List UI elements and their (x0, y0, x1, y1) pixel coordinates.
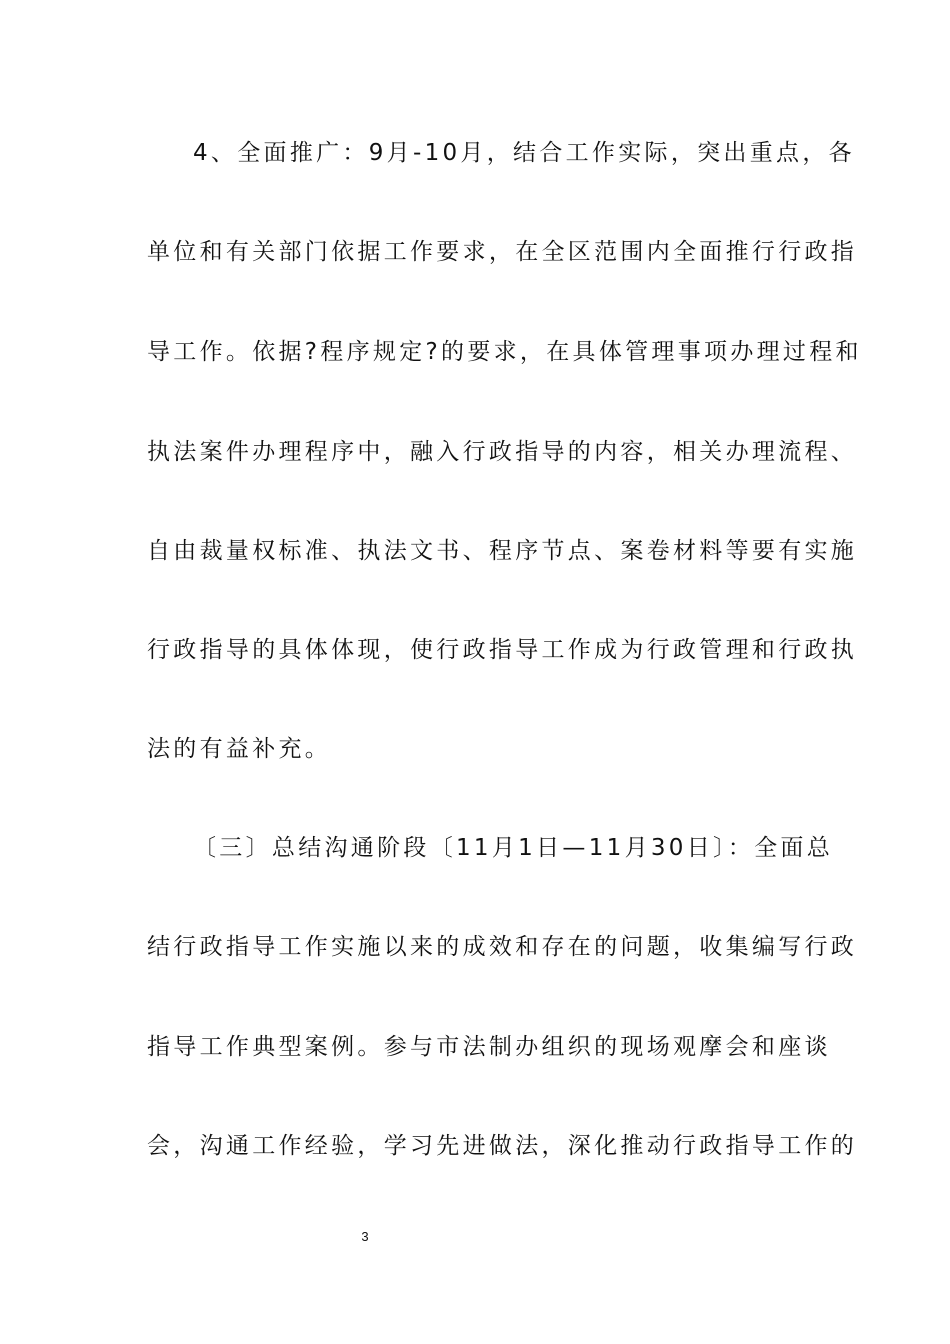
paragraph-line: 4、全面推广：9月-10月，结合工作实际，突出重点，各 (193, 140, 855, 166)
paragraph-line: 行政指导的具体体现，使行政指导工作成为行政管理和行政执 (147, 637, 858, 663)
paragraph-line: 自由裁量权标准、执法文书、程序节点、案卷材料等要有实施 (147, 538, 858, 564)
page-number: 3 (361, 1229, 369, 1244)
paragraph-line: 法的有益补充。 (147, 736, 332, 762)
paragraph-line: 执法案件办理程序中，融入行政指导的内容，相关办理流程、 (147, 439, 858, 465)
paragraph-line: 会，沟通工作经验，学习先进做法，深化推动行政指导工作的 (147, 1133, 858, 1159)
paragraph-line: 指导工作典型案例。参与市法制办组织的现场观摩会和座谈 (147, 1034, 831, 1060)
section-heading-line: 〔三〕总结沟通阶段〔11月1日—11月30日〕：全面总 (193, 835, 834, 861)
paragraph-line: 结行政指导工作实施以来的成效和存在的问题，收集编写行政 (147, 934, 858, 960)
paragraph-line: 单位和有关部门依据工作要求，在全区范围内全面推行行政指 (147, 239, 858, 265)
paragraph-line: 导工作。依据?程序规定?的要求，在具体管理事项办理过程和 (147, 339, 862, 365)
